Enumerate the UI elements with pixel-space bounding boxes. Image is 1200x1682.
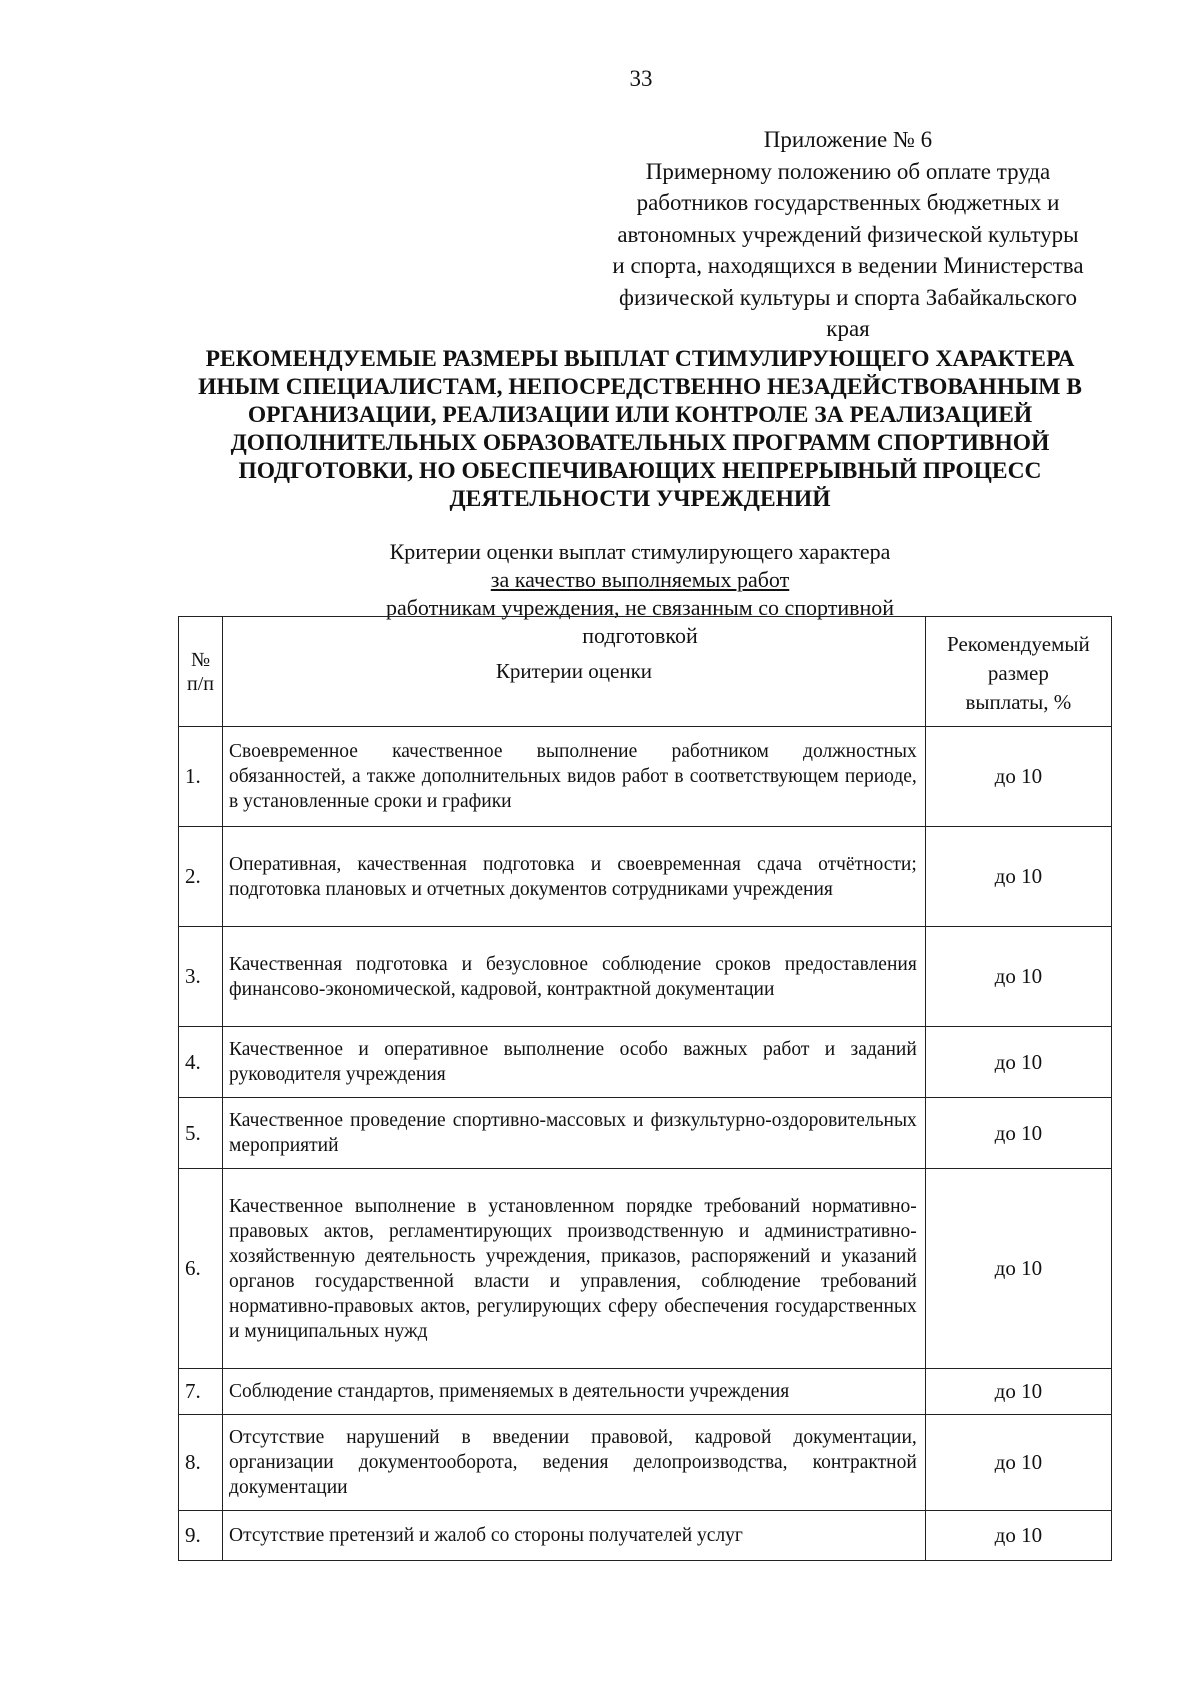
row-rate: до 10 [925,1098,1111,1169]
row-rate: до 10 [925,1415,1111,1511]
row-criteria: Качественное и оперативное выполнение особо важных работ и заданий руководителя учреждения [223,1027,926,1098]
title-line: ДЕЯТЕЛЬНОСТИ УЧРЕЖДЕНИЙ [449,486,831,512]
table-row [179,1169,1112,1369]
table-row [179,1415,1112,1511]
caption-line-2 [160,566,1120,622]
row-criteria: Качественное проведение спортивно-массовых и физкультурно-оздоровительных мероприятий [223,1098,926,1169]
appendix-line: автономных учреждений физической культуры [617,221,1079,247]
document-title [160,345,1120,513]
row-criteria: Своевременное качественное выполнение работником должностных обязанностей, а также дополнительных видов работ в соответствующем периоде, в установленные сроки и графики [223,727,926,827]
row-rate: до 10 [925,1027,1111,1098]
title-line: РЕКОМЕНДУЕМЫЕ РАЗМЕРЫ ВЫПЛАТ СТИМУЛИРУЮЩЕГО ХАРАКТЕРА [205,346,1075,372]
title-line: ПОДГОТОВКИ, НО ОБЕСПЕЧИВАЮЩИХ НЕПРЕРЫВНЫЙ ПРОЦЕСС [238,458,1042,484]
row-number: 4. [179,1027,223,1098]
row-criteria: Соблюдение стандартов, применяемых в деятельности учреждения [223,1369,926,1415]
table-header-row [179,617,1112,727]
row-criteria: Качественное выполнение в установленном порядке требований нормативно-правовых актов, регламентирующих производственную и административно-хозяйственную деятельность учреждения, приказов, распоряжений и указаний органов государственной власти и управления, соблюдение требований нормативно-правовых актов, регулирующих сферу обеспечения государственных и муниципальных нужд [223,1169,926,1369]
criteria-table [178,616,1112,1561]
appendix-line: физической культуры и спорта Забайкальского [619,284,1077,310]
header-number-line-2: п/п [187,672,214,695]
row-rate: до 10 [925,1169,1111,1369]
appendix-line: Примерному положению об оплате труда [645,158,1051,184]
row-number: 6. [179,1169,223,1369]
appendix-title: Приложение № 6 [763,127,933,152]
caption-line-3: подготовкой [582,623,698,648]
title-line: ОРГАНИЗАЦИИ, РЕАЛИЗАЦИИ ИЛИ КОНТРОЛЕ ЗА РЕАЛИЗАЦИЕЙ [247,402,1033,428]
row-criteria: Отсутствие нарушений в введении правовой, кадровой документации, организации документооборота, ведения делопроизводства, контрактной документации [223,1415,926,1511]
row-criteria: Оперативная, качественная подготовка и своевременная сдача отчётности; подготовка плановых и отчетных документов сотрудниками учреждения [223,827,926,927]
title-line: ИНЫМ СПЕЦИАЛИСТАМ, НЕПОСРЕДСТВЕННО НЕЗАДЕЙСТВОВАННЫМ В [198,374,1082,400]
page-number: 33 [629,66,653,91]
table-row [179,1369,1112,1415]
table-row [179,927,1112,1027]
row-number: 1. [179,727,223,827]
header-criteria: Критерии оценки [223,617,926,727]
appendix-line: края [826,316,870,341]
appendix-line: работников государственных бюджетных и [636,190,1060,215]
header-number-line-1: № [190,648,211,671]
row-number: 8. [179,1415,223,1511]
caption-rest: работникам учреждения, не связанным со спортивной [385,595,895,620]
table-row [179,727,1112,827]
header-rate [925,617,1111,727]
table-row [179,1511,1112,1561]
row-number: 9. [179,1511,223,1561]
caption-line-1: Критерии оценки выплат стимулирующего характера [389,539,891,564]
title-line: ДОПОЛНИТЕЛЬНЫХ ОБРАЗОВАТЕЛЬНЫХ ПРОГРАММ СПОРТИВНОЙ [230,430,1050,456]
header-number [179,617,223,727]
row-rate: до 10 [925,1511,1111,1561]
caption-underlined: за качество выполняемых работ [490,567,790,592]
appendix-line: и спорта, находящихся в ведении Министерства [612,253,1084,278]
row-number: 5. [179,1098,223,1169]
table-row [179,827,1112,927]
table-row [179,1027,1112,1098]
row-criteria: Качественная подготовка и безусловное соблюдение сроков предоставления финансово-экономической, кадровой, контрактной документации [223,927,926,1027]
header-rate-line-2: размер [987,661,1049,685]
row-criteria: Отсутствие претензий и жалоб со стороны получателей услуг [223,1511,926,1561]
row-rate: до 10 [925,827,1111,927]
header-rate-line-3: выплаты, % [965,690,1072,714]
row-number: 2. [179,827,223,927]
row-number: 3. [179,927,223,1027]
row-number: 7. [179,1369,223,1415]
header-rate-line-1: Рекомендуемый [947,632,1090,656]
table-row [179,1098,1112,1169]
row-rate: до 10 [925,1369,1111,1415]
row-rate: до 10 [925,727,1111,827]
row-rate: до 10 [925,927,1111,1027]
appendix-header [590,124,1106,345]
